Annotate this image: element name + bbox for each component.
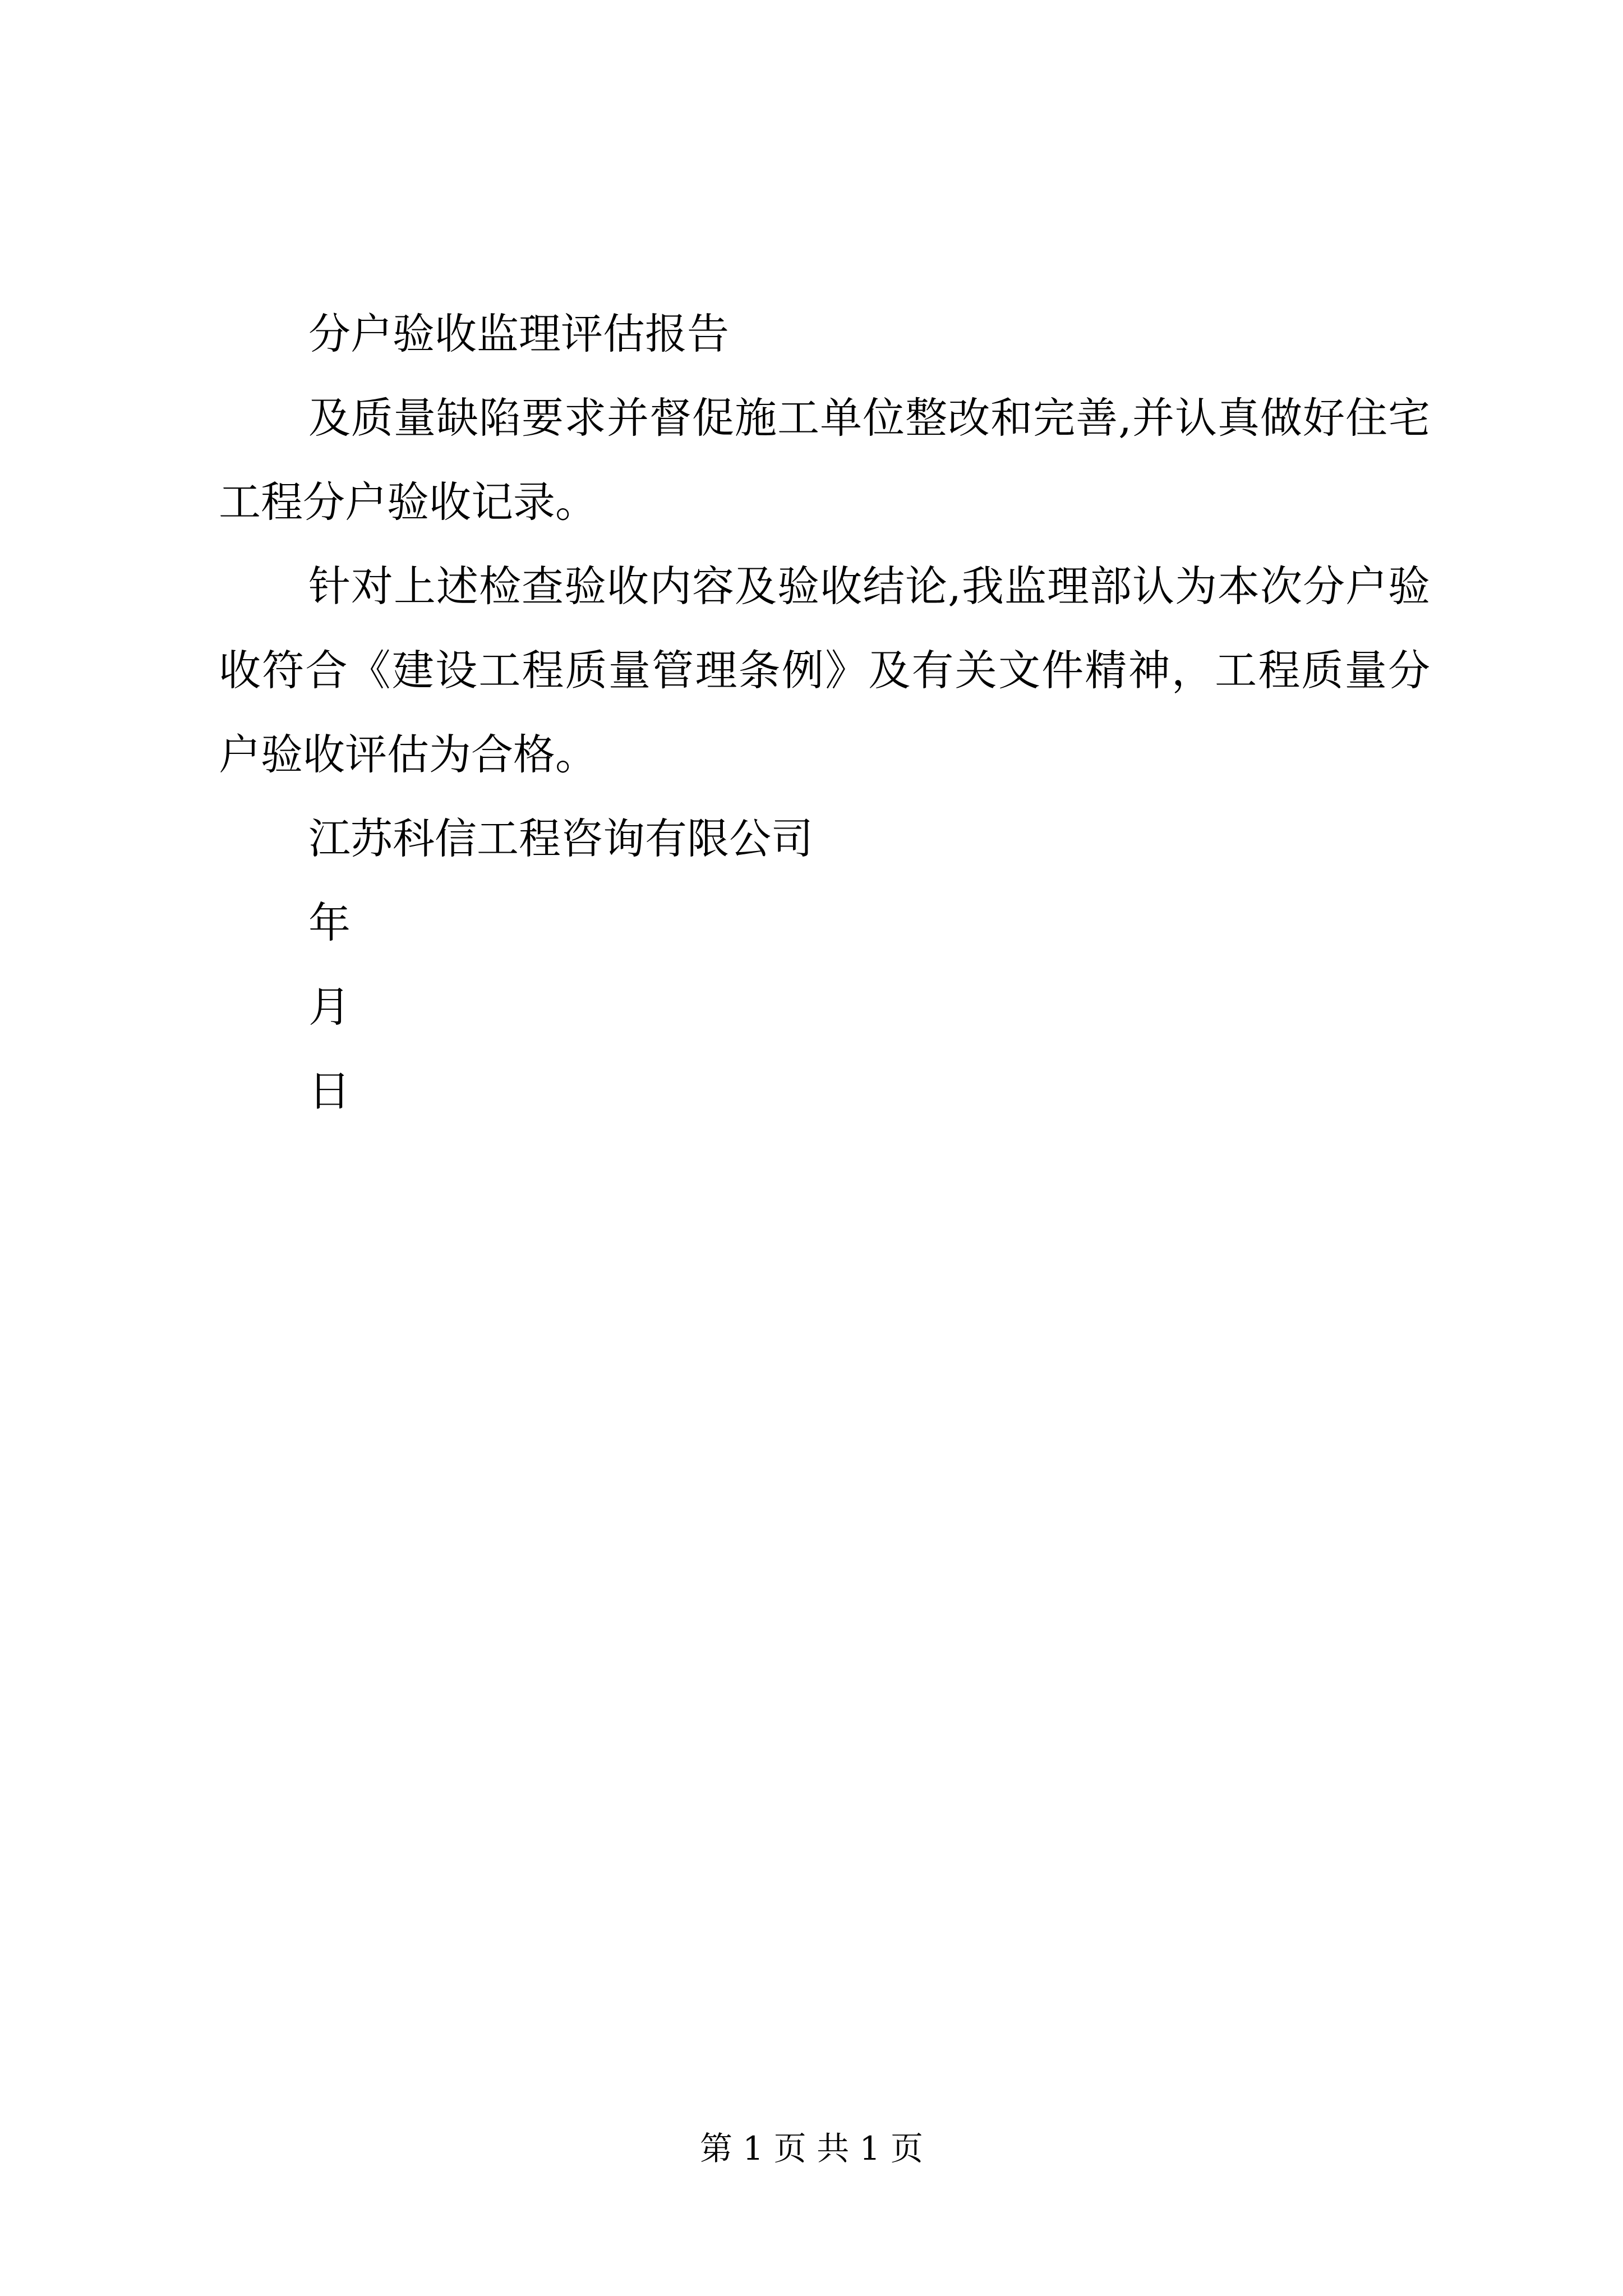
document-body — [219, 292, 1430, 1133]
date-month: 月 — [308, 982, 351, 1032]
company-name: 江苏科信工程咨询有限公司 — [308, 814, 814, 863]
paragraph-2: 针对上述检查验收内容及验收结论,我监理部认为本次分户验收符合《建设工程质量管理条例》及有关文件精神，工程质量分户验收评估为合格。 — [219, 562, 1430, 779]
document-title: 分户验收监理评估报告 — [308, 309, 730, 358]
page-footer — [0, 2126, 1623, 2171]
date-year: 年 — [308, 898, 351, 947]
date-day: 日 — [308, 1066, 351, 1116]
page-number: 第 1 页 共 1 页 — [700, 2129, 923, 2168]
paragraph-1: 及质量缺陷要求并督促施工单位整改和完善,并认真做好住宅工程分户验收记录。 — [219, 393, 1430, 527]
